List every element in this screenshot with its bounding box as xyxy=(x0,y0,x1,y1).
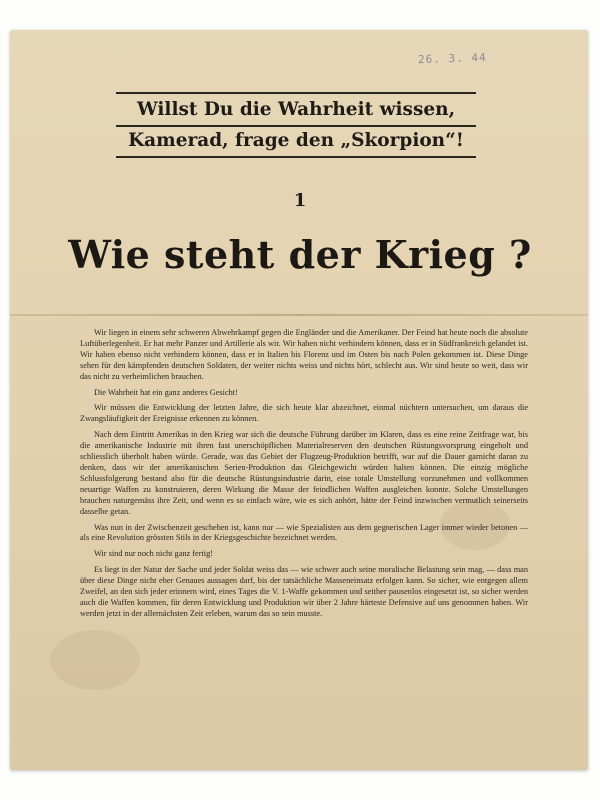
paragraph: Es liegt in der Natur der Sache und jeder Soldat weiss das — wie schwer auch seine moralische Belastung sein mag, — dass man über diese Dinge nicht eher Genaues aussagen darf, bis der tatsächliche Masseneinsatz erfolgen kann. So sicher, wie entgegen allem Zweifel, an den sich jeder erinnern wird, eines Tages die V. 1-Waffe gekommen und seither pausenlos eingesetzt ist, so sicher werden auch die Waffen kommen, für deren Entwicklung und Produktion wir über 2 Jahre härteste Defensive auf uns genommen haben. Wir werden jetzt in der allernächsten Zeit erleben, warum das so sein musste. xyxy=(80,565,528,618)
paragraph: Die Wahrheit hat ein ganz anderes Gesicht! xyxy=(94,387,238,397)
paragraph: Nach dem Eintritt Amerikas in den Krieg war sich die deutsche Führung darüber im Klaren, dass es eine reine Zeitfrage war, bis die amerikanische Industrie mit ihren fast unerschöpflichen Materialreserven den deutschen Rüstungsvorsprung eingeholt und schliesslich überholt haben würde. Gerade, was das Gebiet der Flugzeug-Produktion betrifft, war auf die Dauer garnicht daran zu denken, dass wir der amerikanischen Serien-Produktion das Gleichgewicht würden halten können. Die einzig mögliche Schlussfolgerung bestand also für die deutsche Rüstungsindustrie darin, eine totale Umstellung vorzunehmen und vollkommen neuartige Waffen zu konstruieren, deren Wirkung die Masse der feindlichen Waffen ausgleichen konnte. Solche Umstellungen brauchen naturgemäss ihre Zeit, und wenn es so einfach wäre, wie es sich anhört, hätte der Feind inzwischen vermutlich seinerseits dasselbe getan. xyxy=(80,430,528,516)
paragraph: Wir sind nur noch nicht ganz fertig! xyxy=(94,549,214,559)
headline-bottom-rule xyxy=(116,156,476,158)
headline-top-rule xyxy=(116,92,476,94)
paragraph: Wir müssen die Entwicklung der letzten Jahre, die sich heute klar abzeichnet, einmal nüchtern untersuchen, um daraus die Zwangsläufigkeit der Ereignisse erkennen zu können. xyxy=(80,403,528,424)
paper-fold-crease xyxy=(10,314,588,316)
handwritten-date: 26. 3. 44 xyxy=(417,50,487,67)
headline-block xyxy=(112,90,480,158)
issue-number: 1 xyxy=(293,190,307,211)
paragraph: Wir liegen in einem sehr schweren Abwehrkampf gegen die Engländer und die Amerikaner. Der Feind hat heute noch die absolute Luftüberlegenheit. Er hat mehr Panzer und Artillerie als wir. Wir haben nicht verhindern können, dass er in Südfrankreich gelandet ist. Wir haben ebenso nicht verhindern können, dass er in Italien bis Florenz und im Osten bis nach Polen gekommen ist. Diese Dinge sehen für den kämpfenden deutschen Soldaten, der weiter nichts weiss und nichts hört, schlecht aus. Wir sind heute so weit, dass wir das nicht zu verheimlichen brauchen. xyxy=(80,328,528,381)
body-text xyxy=(80,328,528,625)
headline-line-1: Willst Du die Wahrheit wissen, xyxy=(136,99,456,120)
paper-stain xyxy=(50,630,140,690)
headline-line-2: Kamerad, frage den „Skorpion“! xyxy=(128,130,464,151)
main-title: Wie steht der Krieg ? xyxy=(68,232,532,277)
paragraph: Was nun in der Zwischenzeit geschehen ist, kann nur — wie Spezialisten aus dem gegnerischen Lager immer wieder betonen — als eine Revolution grössten Stils in der Kriegsgeschichte bezeichnet werden. xyxy=(80,522,528,543)
